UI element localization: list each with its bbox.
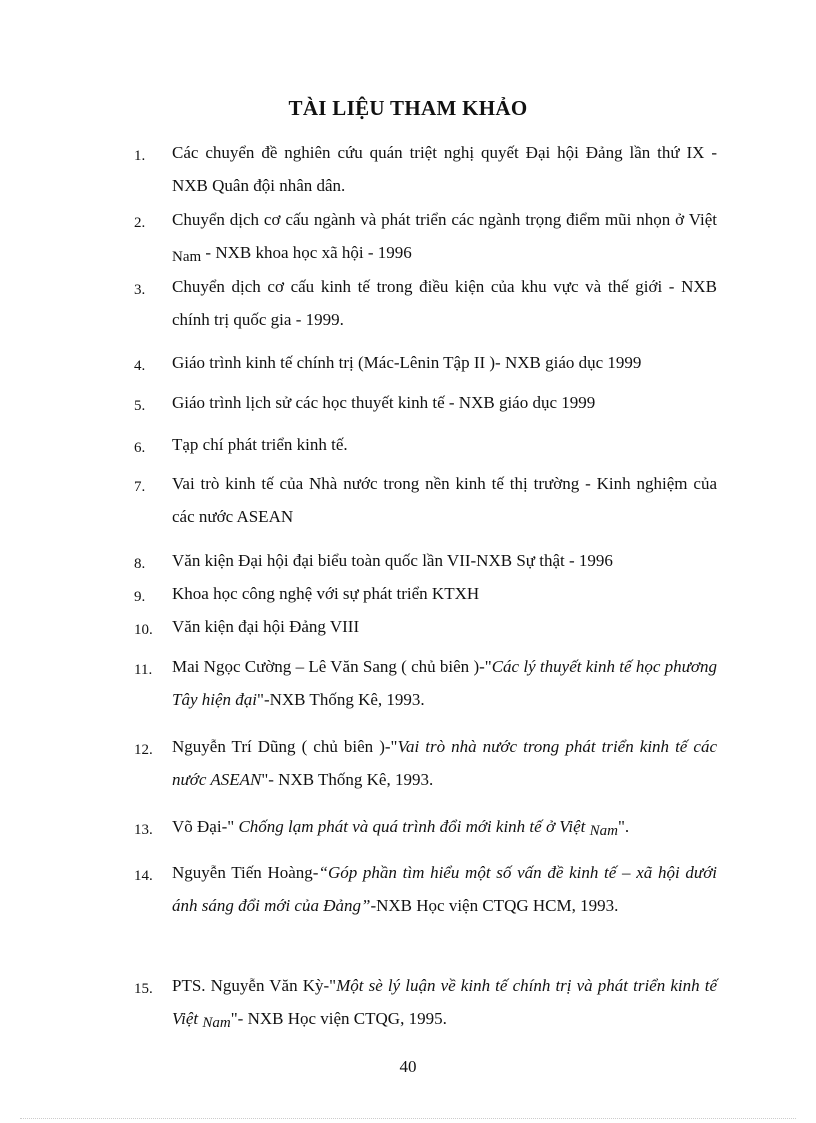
reference-text [172, 650, 717, 716]
reference-text [172, 467, 717, 533]
page-title: TÀI LIỆU THAM KHẢO [288, 96, 528, 120]
reference-text-part: Văn kiện Đại hội đại biểu toàn quốc lần VII-NXB Sự thật - 1996 [172, 551, 613, 570]
page-number: 40 [399, 1057, 417, 1076]
reference-text-part: Võ Đại-" [172, 817, 239, 836]
reference-text-part: Nguyễn Trí Dũng ( chủ biên )-" [172, 737, 398, 756]
reference-text [172, 544, 717, 577]
reference-text-part: Chuyển dịch cơ cấu kinh tế trong điều kiện của khu vực và thế giới - NXB chính trị quốc gia - 1999. [172, 277, 717, 329]
reference-text-part: "-NXB Thống Kê, 1993. [257, 690, 425, 709]
reference-number: 2. [134, 215, 146, 231]
reference-number: 15. [134, 981, 153, 997]
reference-text-part: ". [617, 817, 630, 836]
reference-text [172, 386, 717, 419]
reference-text-part: Văn kiện đại hội Đảng VIII [172, 617, 360, 636]
reference-text-part: Khoa học công nghệ với sự phát triển KTXH [172, 584, 480, 603]
reference-text [172, 856, 717, 922]
reference-text [172, 270, 717, 336]
reference-text-part: Nam [202, 1015, 231, 1031]
reference-text-part: Nguyễn Tiến Hoàng- [172, 863, 319, 882]
reference-number: 4. [134, 358, 146, 374]
reference-number: 8. [134, 556, 146, 572]
reference-number: 14. [134, 868, 153, 884]
reference-text [172, 969, 717, 1037]
reference-text-part: Mai Ngọc Cường – Lê Văn Sang ( chủ biên )-" [172, 657, 492, 676]
reference-text-part: “Góp phần tìm hiểu một số vấn đề kinh tế – xã hội dưới ánh sáng đổi mới của Đảng” [172, 863, 717, 915]
reference-text [172, 428, 717, 461]
reference-text [172, 810, 717, 845]
reference-text [172, 203, 717, 271]
reference-number: 13. [134, 822, 153, 838]
reference-number: 5. [134, 398, 146, 414]
reference-number: 7. [134, 479, 146, 495]
reference-text [172, 346, 717, 379]
reference-number: 9. [134, 589, 146, 605]
reference-number: 6. [134, 440, 146, 456]
reference-number: 12. [134, 742, 153, 758]
reference-text-part: Giáo trình lịch sử các học thuyết kinh tế - NXB giáo dục 1999 [172, 393, 596, 412]
reference-text-part: "- NXB Thống Kê, 1993. [261, 770, 434, 789]
reference-text [172, 610, 717, 643]
reference-text-part: PTS. Nguyễn Văn Kỳ-" [172, 976, 337, 995]
footer-rule [20, 1118, 796, 1119]
reference-text-part: -NXB Học viện CTQG HCM, 1993. [370, 896, 619, 915]
reference-text-part: Nam [589, 823, 618, 839]
reference-text-part: Các lý thuyết kinh tế học phương Tây hiện đại [172, 657, 717, 709]
reference-text-part: "- NXB Học viện CTQG, 1995. [230, 1009, 447, 1028]
reference-text [172, 136, 717, 202]
reference-text-part: Chống lạm phát và quá trình đổi mới kinh tế ở Việt [238, 817, 590, 836]
reference-text-part: Vai trò kinh tế của Nhà nước trong nền kinh tế thị trường - Kinh nghiệm của các nước ASEAN [172, 474, 717, 526]
reference-number: 11. [134, 662, 153, 678]
reference-number: 3. [134, 282, 146, 298]
reference-text-part: Giáo trình kinh tế chính trị (Mác-Lênin Tập II )- NXB giáo dục 1999 [172, 353, 642, 372]
reference-text-part: - NXB khoa học xã hội - 1996 [201, 243, 412, 262]
reference-text-part: Các chuyển đề nghiên cứu quán triệt nghị quyết Đại hội Đảng lần thứ IX - NXB Quân đội nhân dân. [172, 143, 717, 195]
reference-text-part: Tạp chí phát triển kinh tế. [172, 435, 348, 454]
reference-text [172, 577, 717, 610]
reference-number: 10. [134, 622, 153, 638]
reference-text-part: Nam [172, 249, 202, 265]
reference-number: 1. [134, 148, 146, 164]
reference-text-part: Một sè lý luận về kinh tế chính trị và phát triển kinh tế Việt [172, 976, 717, 1028]
reference-text [172, 730, 717, 796]
reference-text-part: Chuyển dịch cơ cấu ngành và phát triển các ngành trọng điểm mũi nhọn ở Việt [172, 210, 717, 229]
reference-text-part: Vai trò nhà nước trong phát triển kinh tế các nước ASEAN [172, 737, 717, 789]
